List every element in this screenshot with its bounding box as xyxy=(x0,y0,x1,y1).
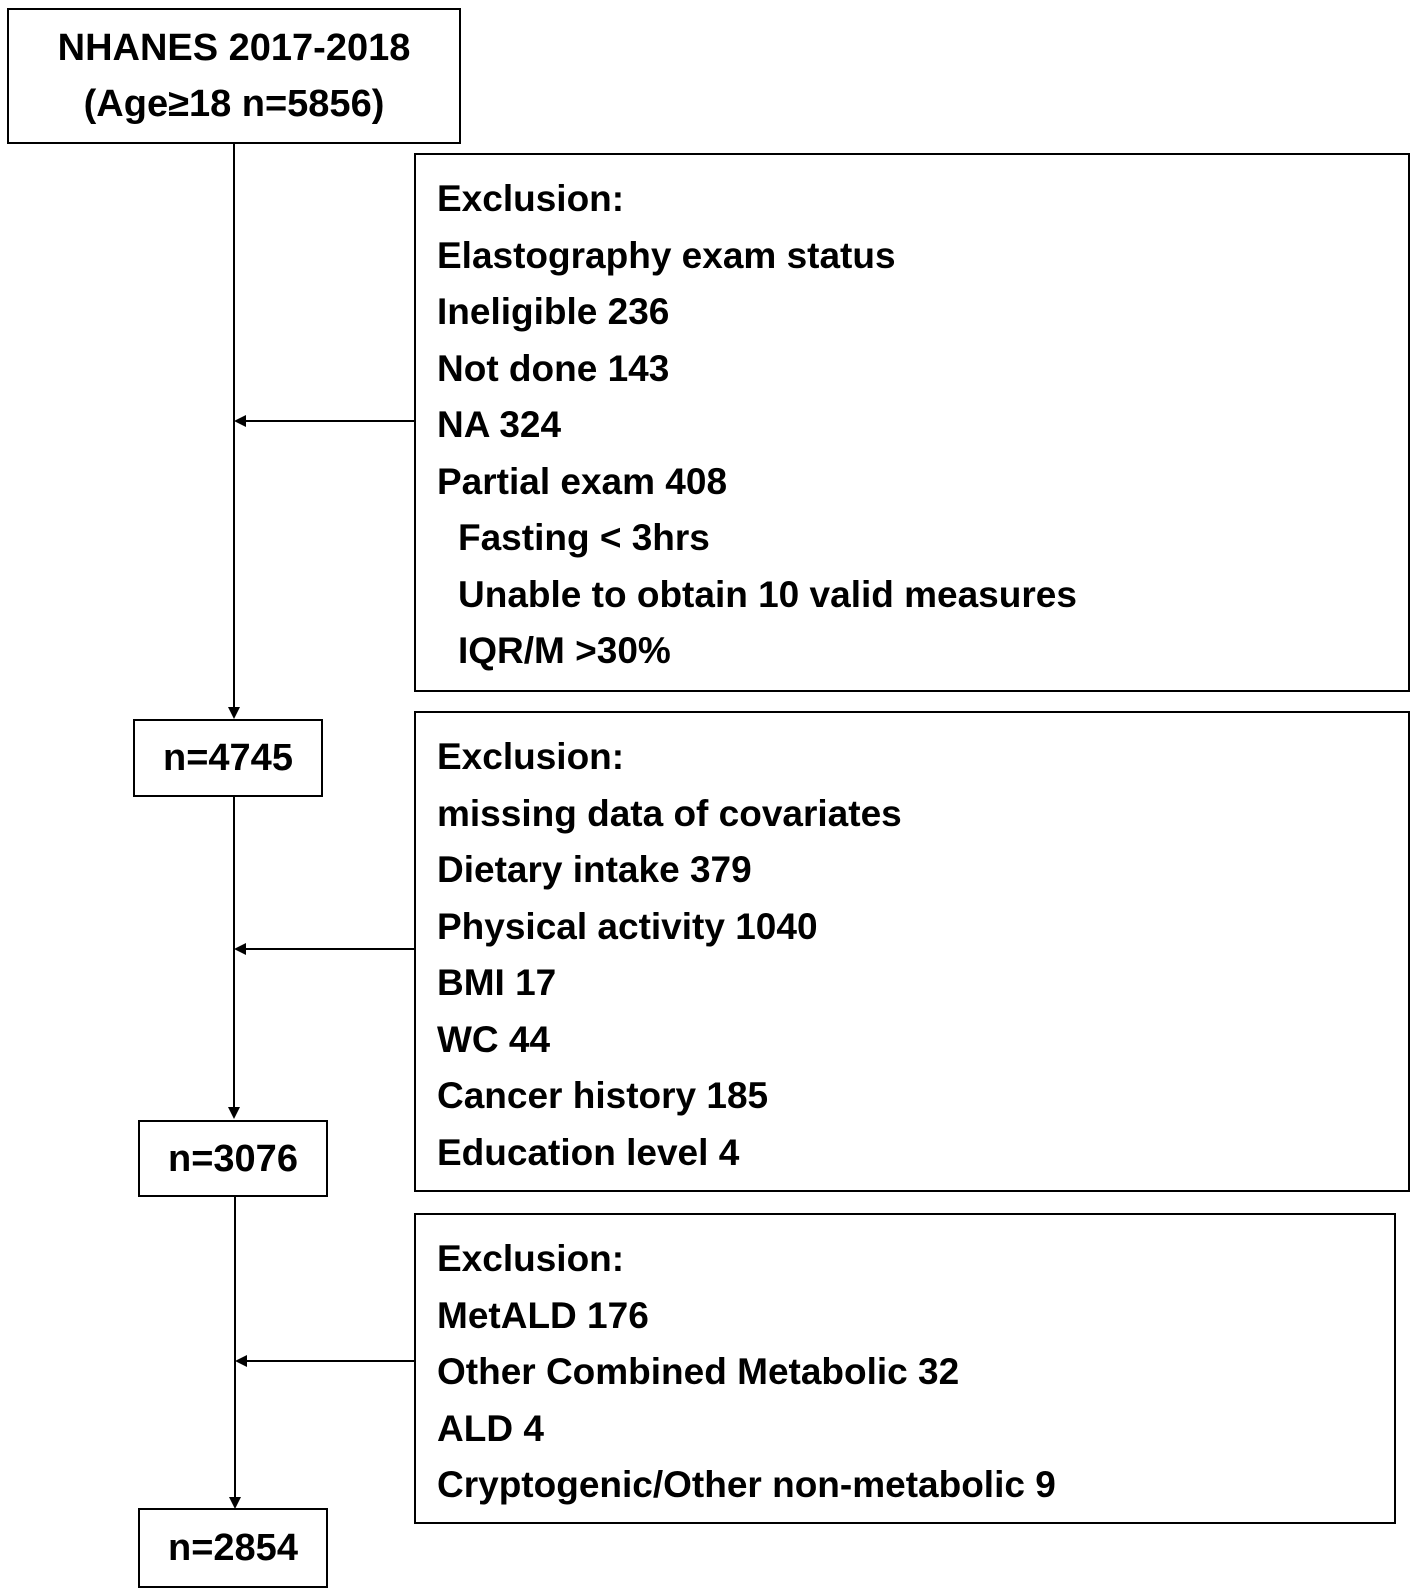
exclusion-item: Elastography exam status xyxy=(437,234,896,276)
exclusion-item: ALD 4 xyxy=(437,1407,544,1449)
start-subtitle: (Age≥18 n=5856) xyxy=(83,83,385,125)
exclusion-item: Ineligible 236 xyxy=(437,291,670,332)
exclusion-item: Other Combined Metabolic 32 xyxy=(437,1351,960,1392)
exclusion-subitem: Unable to obtain 10 valid measures xyxy=(458,573,1077,615)
exclusion-subitem: Fasting < 3hrs xyxy=(458,517,710,558)
start-box xyxy=(7,8,461,144)
exclusion-item: Dietary intake 379 xyxy=(437,849,752,890)
exclusion-heading: Exclusion: xyxy=(437,178,625,219)
exclusion-item: Education level 4 xyxy=(437,1131,740,1173)
count-box-n2854 xyxy=(138,1508,328,1588)
count-n2854: n=2854 xyxy=(168,1527,298,1569)
start-title: NHANES 2017-2018 xyxy=(57,27,411,69)
exclusion-item: BMI 17 xyxy=(437,962,557,1003)
count-n4745: n=4745 xyxy=(163,737,293,779)
exclusion-item: MetALD 176 xyxy=(437,1294,649,1336)
exclusion-item: Cancer history 185 xyxy=(437,1075,769,1116)
exclusion-item: Partial exam 408 xyxy=(437,460,728,502)
exclusion-heading: Exclusion: xyxy=(437,1238,625,1279)
count-box-n3076 xyxy=(138,1120,328,1197)
exclusion-item: Not done 143 xyxy=(437,347,670,389)
exclusion-box-3 xyxy=(414,1213,1396,1524)
exclusion-item: Physical activity 1040 xyxy=(437,905,818,947)
exclusion-item: missing data of covariates xyxy=(437,792,902,834)
exclusion-box-2 xyxy=(414,711,1410,1192)
count-n3076: n=3076 xyxy=(168,1137,298,1180)
exclusion-item: WC 44 xyxy=(437,1018,551,1060)
exclusion-heading: Exclusion: xyxy=(437,736,625,777)
exclusion-subitem: IQR/M >30% xyxy=(458,630,671,671)
exclusion-item: Cryptogenic/Other non-metabolic 9 xyxy=(437,1464,1056,1505)
count-box-n4745 xyxy=(133,719,323,797)
exclusion-item: NA 324 xyxy=(437,404,562,445)
exclusion-box-1 xyxy=(414,153,1410,692)
